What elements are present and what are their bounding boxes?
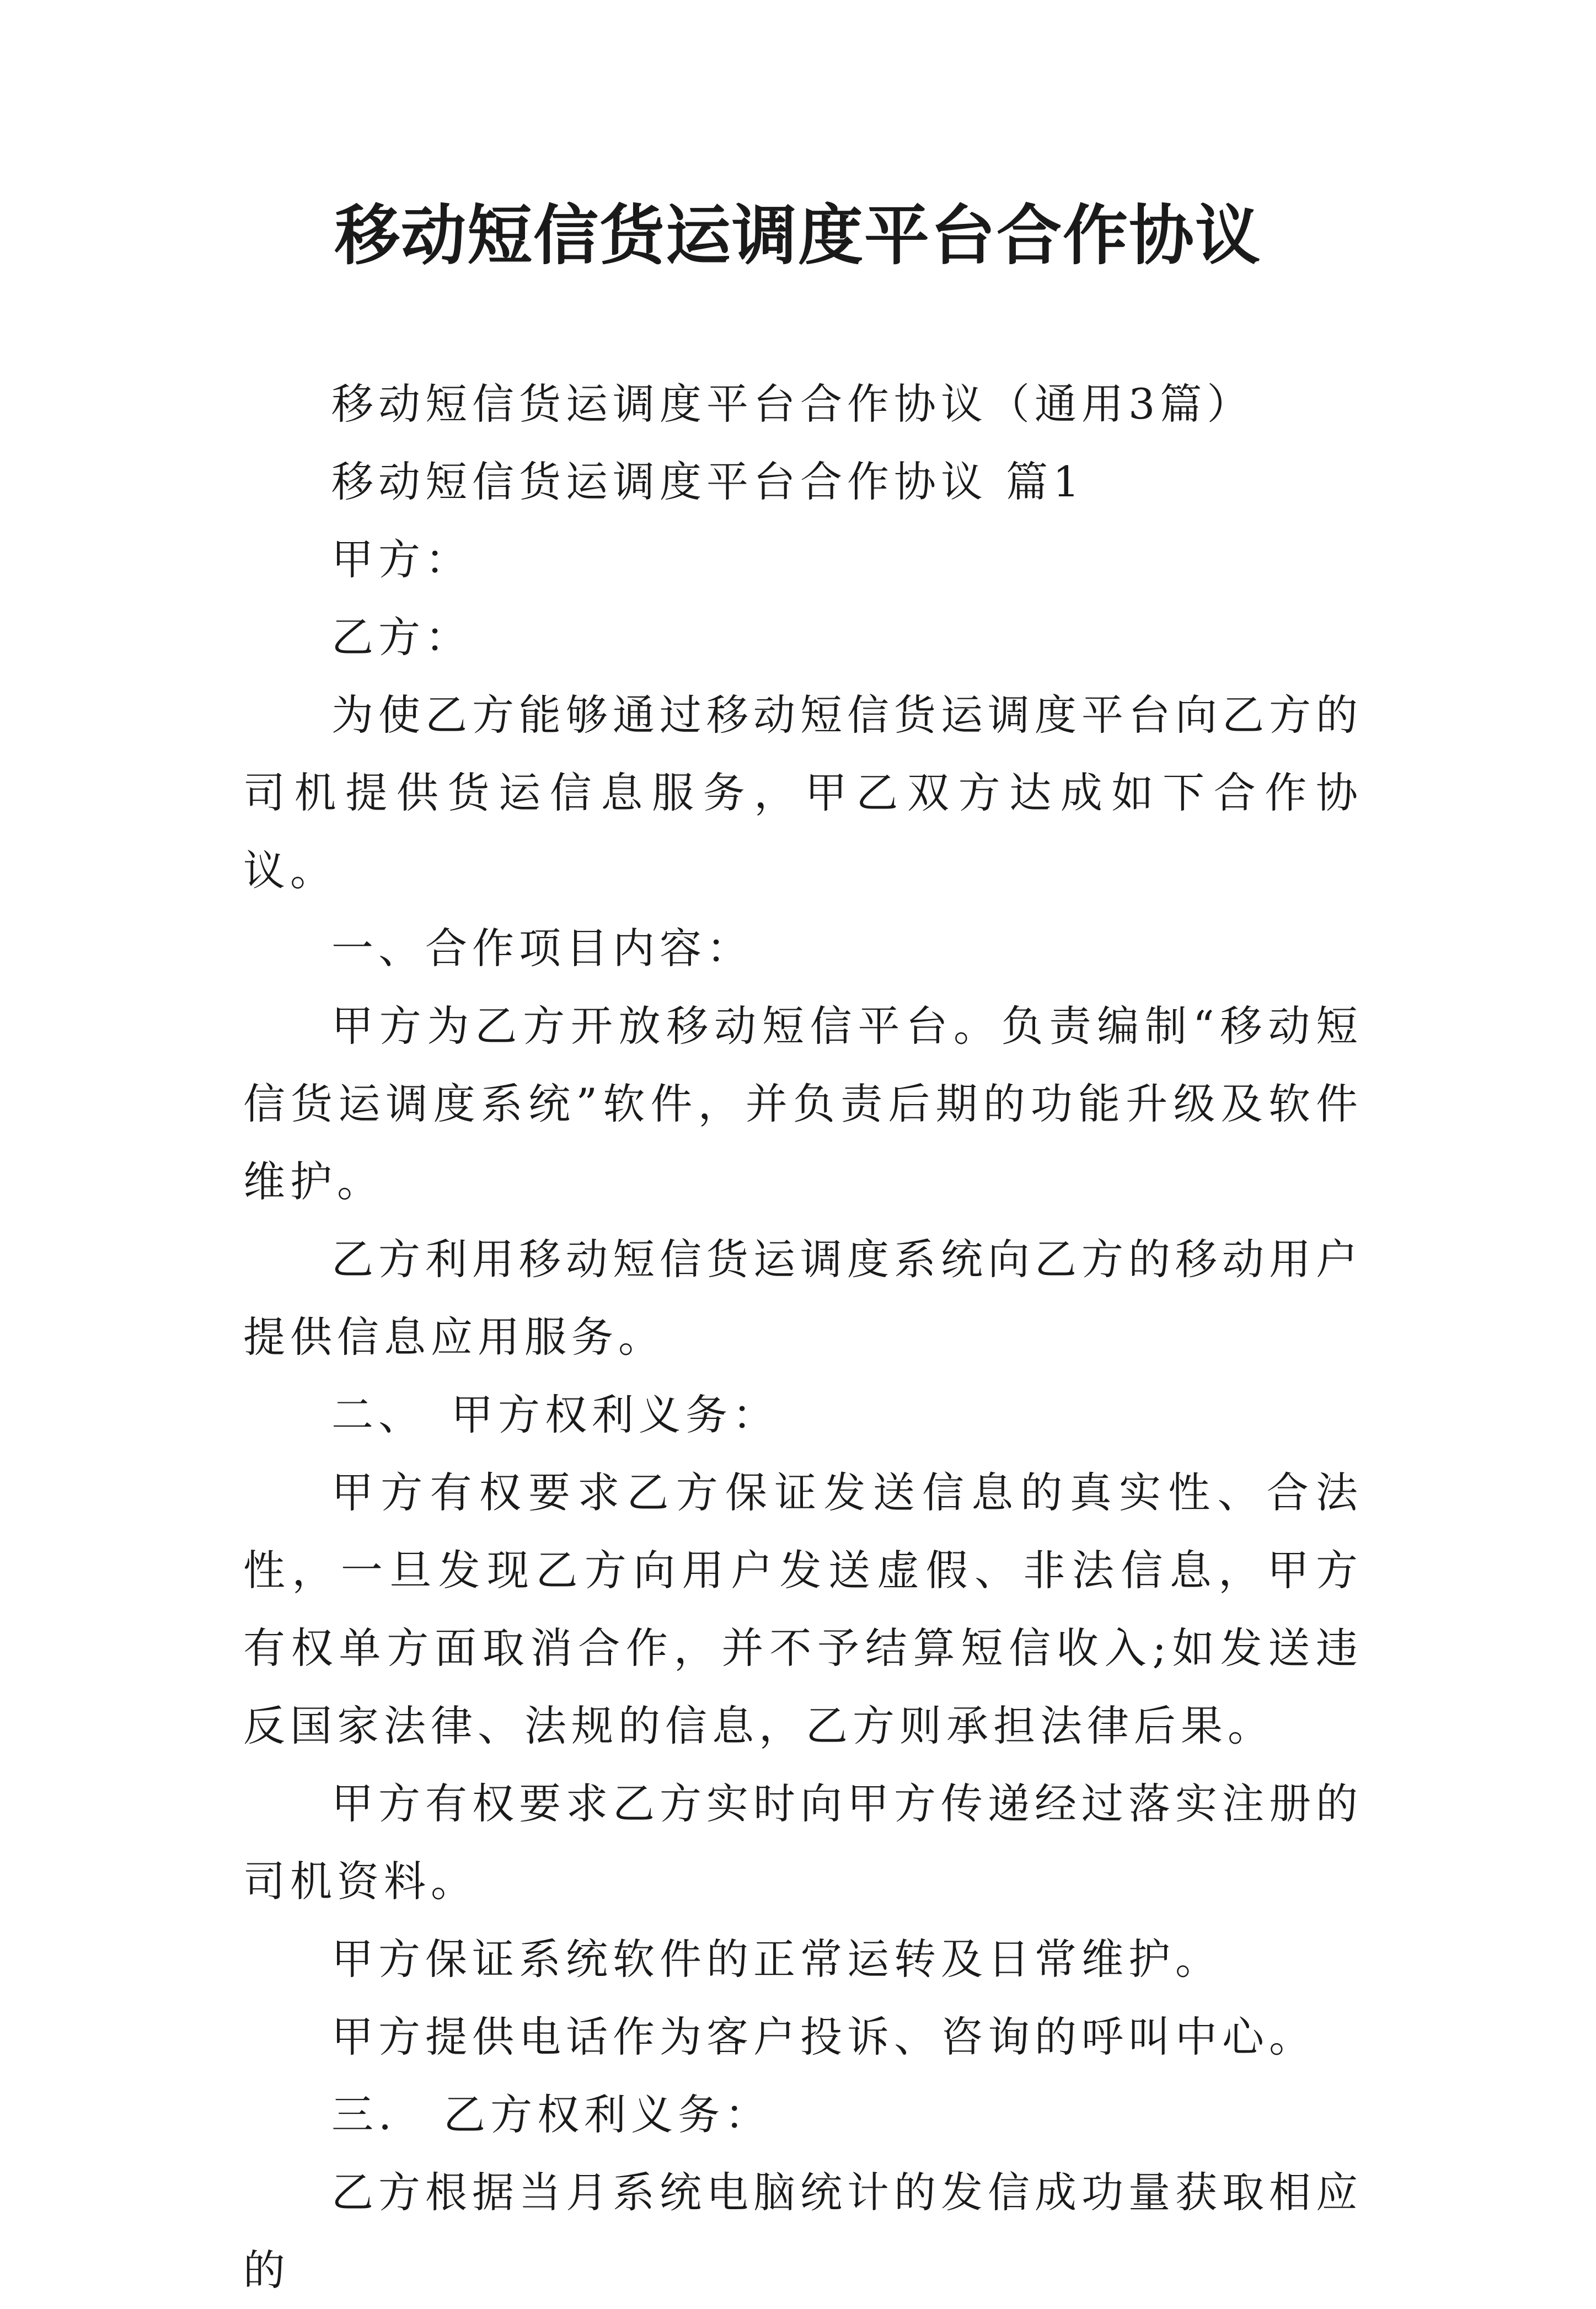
paragraph-party-b: 乙方：	[331, 613, 472, 662]
paragraph-heading-2: 二、 甲方权利义务：	[331, 1390, 779, 1439]
paragraph-body: 甲方保证系统软件的正常运转及日常维护。	[331, 1935, 1222, 1984]
paragraph-body: 甲方有权要求乙方实时向甲方传递经过落实注册的司机资料。	[243, 1779, 1363, 1906]
paragraph-purpose: 为使乙方能够通过移动短信货运调度平台向乙方的司机提供货运信息服务，甲乙双方达成如下合作协议。	[243, 690, 1363, 895]
paragraph-body: 乙方利用移动短信货运调度系统向乙方的移动用户提供信息应用服务。	[243, 1235, 1363, 1362]
paragraph-body: 甲方有权要求乙方保证发送信息的真实性、合法性，一旦发现乙方向用户发送虚假、非法信息，甲方有权单方面取消合作，并不予结算短信收入;如发送违反国家法律、法规的信息，乙方则承担法律后果。	[243, 1468, 1363, 1750]
paragraph-party-a: 甲方：	[331, 535, 472, 584]
paragraph-body: 甲方为乙方开放移动短信平台。负责编制“移动短信货运调度系统”软件，并负责后期的功能升级及软件维护。	[243, 1001, 1363, 1206]
paragraph-heading-1: 一、合作项目内容：	[331, 924, 753, 973]
document-title: 移动短信货运调度平台合作协议	[334, 197, 1261, 274]
paragraph-heading-3: 三. 乙方权利义务：	[331, 2090, 772, 2139]
paragraph-subtitle: 移动短信货运调度平台合作协议（通用3篇）	[331, 379, 1254, 428]
paragraph-section-heading: 移动短信货运调度平台合作协议 篇1	[331, 457, 1085, 506]
document-body	[243, 365, 1363, 2309]
paragraph-body: 乙方根据当月系统电脑统计的发信成功量获取相应的	[243, 2168, 1363, 2295]
paragraph-body: 甲方提供电话作为客户投诉、咨询的呼叫中心。	[331, 2012, 1316, 2061]
